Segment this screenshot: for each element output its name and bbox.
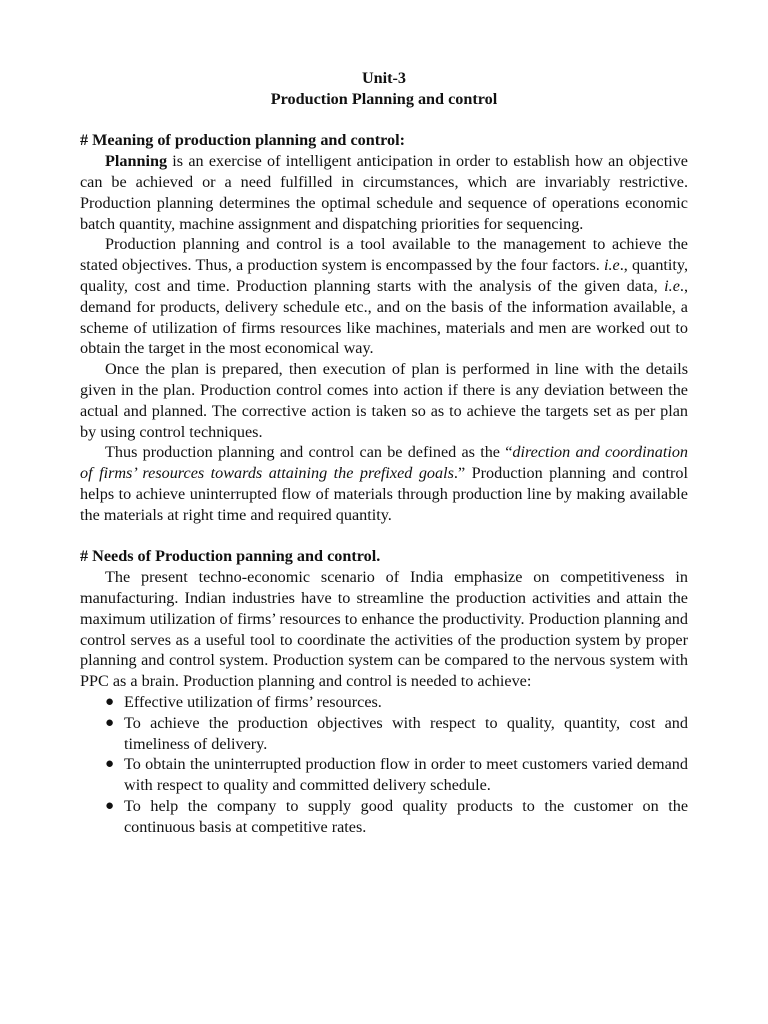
bullet-icon: ● (105, 693, 115, 710)
bullet-text: Effective utilization of firms’ resources. (124, 692, 382, 711)
document-page (80, 68, 688, 837)
paragraph-ppc-definition (80, 442, 688, 525)
list-item (80, 713, 688, 755)
section-gap (80, 526, 688, 547)
paragraph-ppc-tool (80, 234, 688, 359)
paragraph-planning-definition (80, 151, 688, 234)
list-item (80, 692, 688, 713)
ppc-definition-quote: direction and coordination of firms’ resources towards attaining the prefixed goals (80, 443, 689, 483)
ppc-definition-text-2: .” Production planning and control helps to achieve uninterrupted flow of materials through production line by making available the materials at right time and required quantity. (80, 464, 688, 524)
bullet-text: To achieve the production objectives with respect to quality, quantity, cost and timeliness of delivery. (124, 713, 688, 753)
ppc-tool-text-3: ., demand for products, delivery schedule etc., and on the basis of the information available, a scheme of utilization of firms resources like machines, materials and men are worked out to obtain the target in the most economical way. (80, 276, 688, 358)
bullet-icon: ● (105, 797, 115, 814)
list-item (80, 796, 688, 838)
document-title: Production Planning and control (270, 89, 498, 108)
bullet-icon: ● (105, 714, 115, 731)
bullet-text: To help the company to supply good quality products to the customer on the continuous basis at competitive rates. (124, 796, 688, 836)
paragraph-needs-intro: The present techno-economic scenario of India emphasize on competitiveness in manufacturing. Indian industries have to streamline the production activities and attain the maximum utilization of firms’ resources to enhance the productivity. Production planning and control serves as a useful tool to coordinate the activities of the production system by proper planning and control system. Production system can be compared to the nervous system with PPC as a brain. Production planning and control is needed to achieve: (80, 568, 688, 691)
ppc-definition-text-1: Thus production planning and control can be defined as the “ (105, 443, 513, 462)
needs-bullet-list (80, 692, 688, 838)
ppc-tool-text-1: Production planning and control is a tool available to the management to achieve the stated objectives. Thus, a production system is encompassed by the four factors. (80, 235, 688, 275)
bullet-icon: ● (105, 756, 115, 773)
section-heading-meaning: # Meaning of production planning and control: (80, 131, 406, 150)
unit-label: Unit-3 (361, 69, 407, 87)
planning-definition-text: is an exercise of intelligent anticipation in order to establish how an objective can be achieved or a need fulfilled in circumstances, which are invariably restrictive. Production planning determines the optimal schedule and sequence of operations economic batch quantity, machine assignment and dispatching priorities for sequencing. (80, 152, 688, 233)
bullet-text: To obtain the uninterrupted production flow in order to meet customers varied demand with respect to quality and committed delivery schedule. (124, 755, 688, 795)
ie-abbrev-2: i.e (664, 276, 680, 295)
list-item (80, 754, 688, 796)
planning-term: Planning (105, 152, 168, 171)
ppc-tool-text-2: ., quantity, quality, cost and time. Production planning starts with the analysis of the given data, (80, 256, 689, 295)
section-heading-needs: # Needs of Production panning and control. (80, 547, 381, 566)
ie-abbrev-1: i.e (603, 256, 620, 275)
paragraph-plan-execution: Once the plan is prepared, then execution of plan is performed in line with the details given in the plan. Production control comes into action if there is any deviation between the actual and planned. The corrective action is taken so as to achieve the targets set as per plan by using control techniques. (80, 360, 688, 441)
